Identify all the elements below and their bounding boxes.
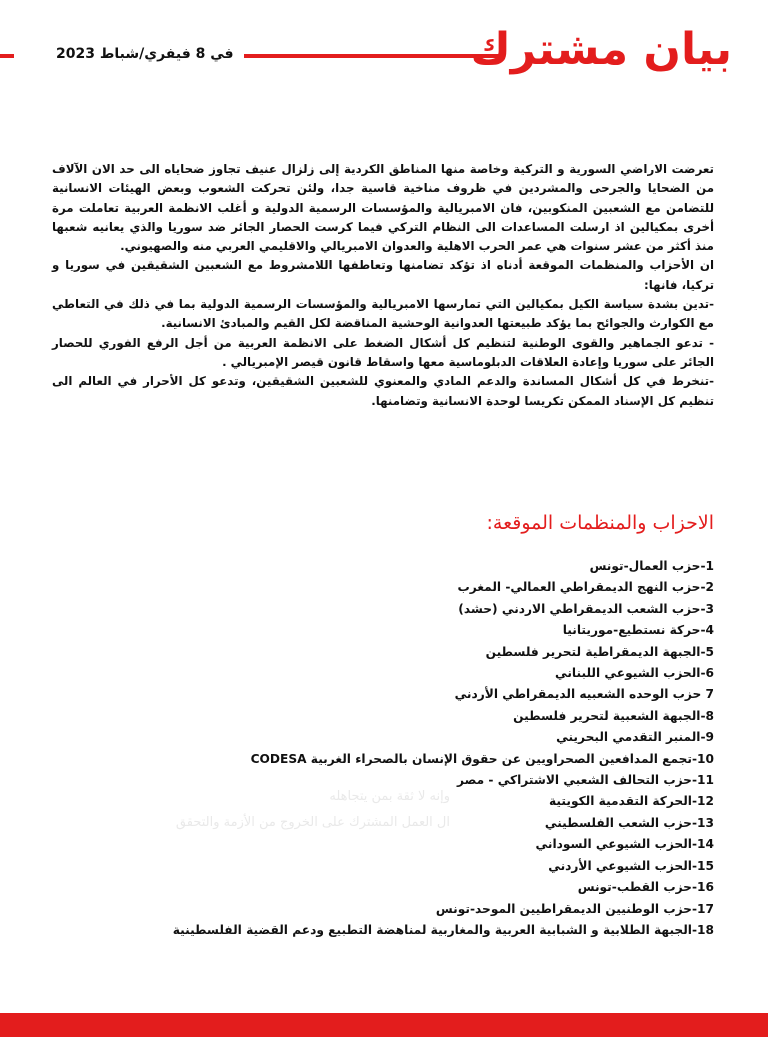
signatory-item: 15-الحزب الشيوعي الأردني — [548, 858, 714, 873]
signatory-item: 9-المنبر التقدمي البحريني — [556, 730, 714, 745]
statement-body — [52, 160, 714, 411]
signatory-item: 18-الجبهة الطلابية و الشبابية العربية والمغاربية لمناهضة التطبيع ودعم القضية الفلسطينية — [172, 922, 714, 937]
signatory-item: 17-حزب الوطنيين الديمقراطيين الموحد-تونس — [435, 901, 714, 916]
watermark-line: وإنه لا ثقة بمن يتجاهله — [329, 789, 450, 804]
signatory-item: 5-الجبهة الديمقراطية لتحرير فلسطين — [485, 644, 714, 659]
header-rule-middle — [244, 54, 500, 58]
body-paragraph: -تدين بشدة سياسة الكيل بمكيالين التي تمارسها الامبريالية والمؤسسات الرسمية الدولية بما في ذلك في التعاطي مع الكوارث والجوائح بما يؤكد طبيعتها العدوانية الوحشية المناقضة لكل القيم والمبادئ الانسانية. — [52, 297, 714, 331]
signatory-item: 10-تجمع المدافعين الصحراويين عن حقوق الإنسان بالصحراء الغربية CODESA — [250, 751, 714, 766]
signatory-item: 12-الحركة التقدمية الكويتية — [549, 794, 714, 809]
document-title: بيان مشترك — [470, 24, 732, 75]
signatory-item: 8-الجبهة الشعبية لتحرير فلسطين — [513, 708, 714, 723]
signatory-item: 13-حزب الشعب الفلسطيني — [544, 815, 714, 830]
document-date: في 8 فيفري/شباط 2023 — [56, 46, 234, 62]
signatories-heading: الاحزاب والمنظمات الموقعة: — [486, 512, 714, 534]
signatory-item: 6-الحزب الشيوعي اللبناني — [555, 666, 714, 681]
signatory-item: 3-حزب الشعب الديمقراطي الاردني (حشد) — [458, 601, 714, 616]
body-paragraph: ان الأحزاب والمنظمات الموقعة أدناه اذ تؤكد تضامنها وتعاطفها اللامشروط مع الشعبين الشقيقين في سوريا و تركيا، فانها: — [52, 258, 714, 292]
footer-bar — [0, 1013, 768, 1037]
signatory-item: 14-الحزب الشيوعي السوداني — [535, 837, 714, 852]
watermark-line: ال العمل المشترك على الخروج من الأزمة والتحقق — [175, 815, 450, 830]
signatory-item: 1-حزب العمال-تونس — [589, 559, 714, 573]
signatory-item: 7 حزب الوحده الشعبيه الديمقراطي الأردني — [454, 687, 714, 702]
signatories-list — [60, 556, 714, 941]
body-paragraph: - تدعو الجماهير والقوى الوطنية لتنظيم كل أشكال الضغط على الانظمة العربية من أجل الرفع الفوري للحصار الجائر على سوريا وإعادة العلاقات الدبلوماسية معها واسقاط قانون قيصر الإمبريالي . — [52, 335, 714, 369]
body-paragraph: -تنخرط في كل أشكال المساندة والدعم المادي والمعنوي للشعبين الشقيقين، وتدعو كل الأحرار في العالم الى تنظيم كل الإسناد الممكن تكريسا لوحدة الانسانية وتضامنها. — [52, 374, 714, 408]
signatory-item: 4-حركة نستطيع-موريتانيا — [562, 623, 714, 638]
header-rule-left — [0, 54, 14, 58]
signatory-item: 11-حزب التحالف الشعبي الاشتراكي - مصر — [457, 773, 714, 788]
body-paragraph: تعرضت الاراضي السورية و التركية وخاصة منها المناطق الكردية إلى زلزال عنيف تجاوز ضحاياه الى حد الان الآلاف من الضحايا والجرحى والمشردين في ظروف مناخية قاسية جدا، ولئن تحركت الشعوب وبعض الهيئات الانسانية للتضامن مع الشعبين المنكوبين، فان الامبريالية والمؤسسات الرسمية الدولية و أغلب الانظمة العربية تعاملت مرة أخرى بمكيالين اذ ارسلت المساعدات الى النظام التركي فيما كرست الحصار الجائر ضد سوريا والذي يعانيه شعبها منذ أكثر من عشر سنوات هي عمر الحرب الاهلية والعدوان الامبريالي والاقليمي العربي منه والصهيوني. — [52, 162, 714, 254]
signatory-item: 16-حزب القطب-تونس — [577, 880, 714, 895]
signatory-item: 2-حزب النهج الديمقراطي العمالي- المغرب — [457, 580, 714, 595]
